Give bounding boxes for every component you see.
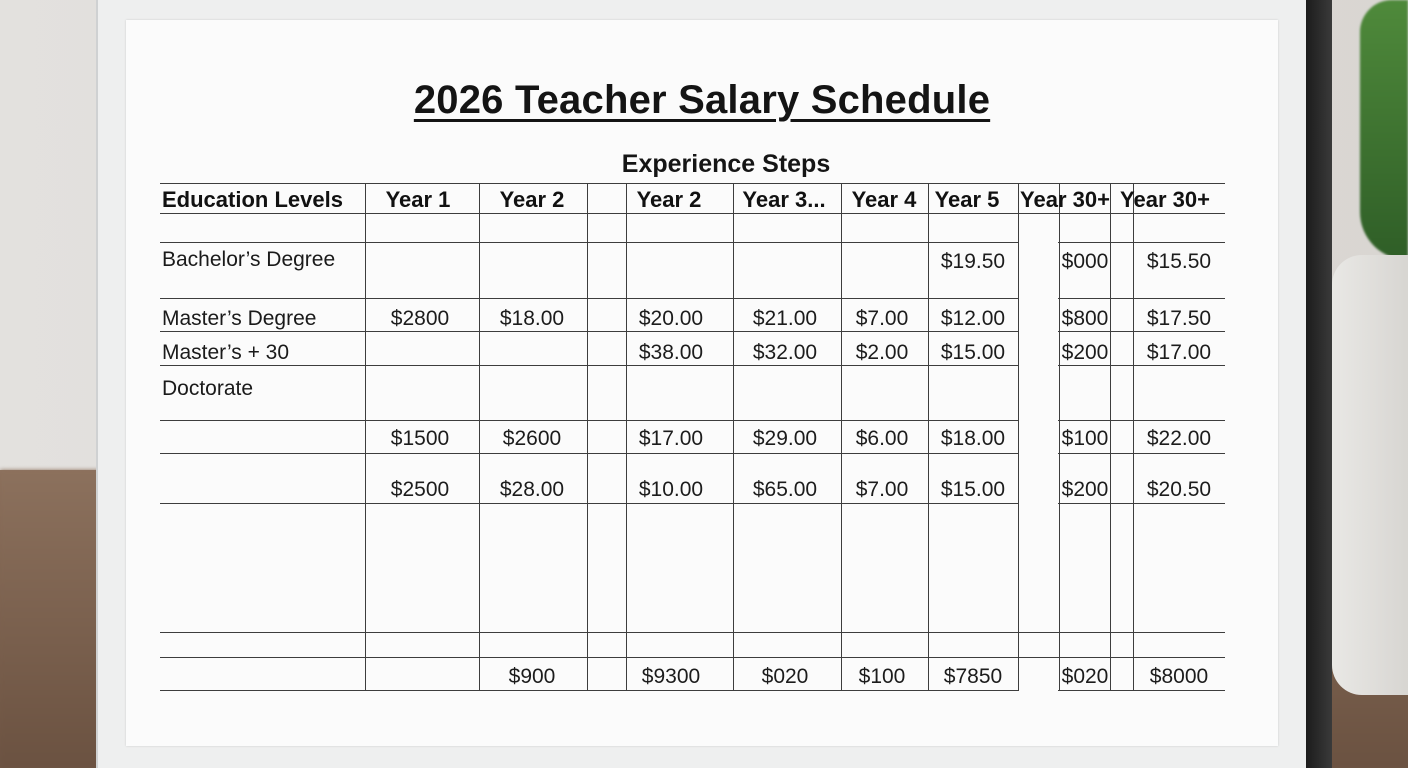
table-rule: [160, 213, 1225, 214]
row-label: Bachelor’s Degree: [162, 248, 336, 271]
table-cell: $22.00: [1146, 427, 1212, 450]
table-cell: $8000: [1149, 665, 1209, 688]
table-cell: $000: [1061, 250, 1109, 273]
table-cell: $020: [1061, 665, 1109, 688]
table-rule: [160, 632, 1225, 633]
table-cell: $18.00: [940, 427, 1006, 450]
row-label: Doctorate: [162, 377, 254, 400]
table-cell: $100: [1061, 427, 1109, 450]
table-rule: [160, 365, 1225, 366]
column-header: Education Levels: [162, 187, 343, 212]
table-cell: $020: [761, 665, 809, 688]
table-cell: $65.00: [752, 478, 818, 501]
table-cell: $200: [1061, 478, 1109, 501]
table-cell: $20.00: [638, 307, 704, 330]
table-rule: [160, 183, 1225, 184]
table-cell: $38.00: [638, 341, 704, 364]
table-rule: [160, 420, 1225, 421]
table-rule: [160, 242, 1225, 243]
column-header: Year 30+: [1120, 187, 1210, 212]
table-rule: [160, 503, 1225, 504]
document-page: [126, 20, 1278, 746]
table-cell: $28.00: [499, 478, 565, 501]
table-cell: $15.00: [940, 478, 1006, 501]
table-cell: $15.00: [940, 341, 1006, 364]
table-cell: $200: [1061, 341, 1109, 364]
plant-pot-decoration: [1332, 255, 1408, 695]
table-rule: [160, 298, 1225, 299]
table-cell: $7.00: [855, 478, 909, 501]
table-cell: $32.00: [752, 341, 818, 364]
column-header: Year 1: [385, 187, 451, 212]
table-cell: $19.50: [940, 250, 1006, 273]
table-cell: $2.00: [855, 341, 909, 364]
table-rule: [1019, 657, 1058, 658]
column-header: Year 30+: [1020, 187, 1110, 212]
table-cell: $7.00: [855, 307, 909, 330]
table-rule: [160, 331, 1225, 332]
table-cell: $1500: [390, 427, 450, 450]
row-label: Master’s + 30: [162, 341, 290, 364]
table-rule: [1019, 632, 1058, 633]
table-cell: $2800: [390, 307, 450, 330]
table-cell: $18.00: [499, 307, 565, 330]
table-cell: $800: [1061, 307, 1109, 330]
table-rule: [160, 453, 1225, 454]
table-cell: $10.00: [638, 478, 704, 501]
table-rule: [160, 690, 1225, 691]
column-header: Year 3...: [742, 187, 826, 212]
table-cell: $20.50: [1146, 478, 1212, 501]
table-cell: $17.00: [1146, 341, 1212, 364]
column-header: Year 2: [499, 187, 565, 212]
column-gap: [1019, 214, 1058, 691]
column-header: Year 4: [851, 187, 917, 212]
table-cell: $17.00: [638, 427, 704, 450]
table-cell: $2600: [502, 427, 562, 450]
table-cell: $15.50: [1146, 250, 1212, 273]
document-title: 2026 Teacher Salary Schedule: [413, 78, 991, 122]
table-rule: [160, 657, 1225, 658]
table-cell: $29.00: [752, 427, 818, 450]
column-header: Year 5: [934, 187, 1000, 212]
table-cell: $17.50: [1146, 307, 1212, 330]
table-cell: $2500: [390, 478, 450, 501]
experience-steps-heading: Experience Steps: [621, 150, 831, 178]
table-cell: $9300: [641, 665, 701, 688]
column-header: Year 2: [636, 187, 702, 212]
table-cell: $900: [508, 665, 556, 688]
table-column-divider: [587, 183, 588, 691]
table-cell: $21.00: [752, 307, 818, 330]
table-cell: $6.00: [855, 427, 909, 450]
plant-leaf-decoration: [1360, 0, 1408, 260]
tablet-edge: [1306, 0, 1332, 768]
table-cell: $12.00: [940, 307, 1006, 330]
table-cell: $7850: [943, 665, 1003, 688]
table-cell: $100: [858, 665, 906, 688]
row-label: Master’s Degree: [162, 307, 317, 330]
